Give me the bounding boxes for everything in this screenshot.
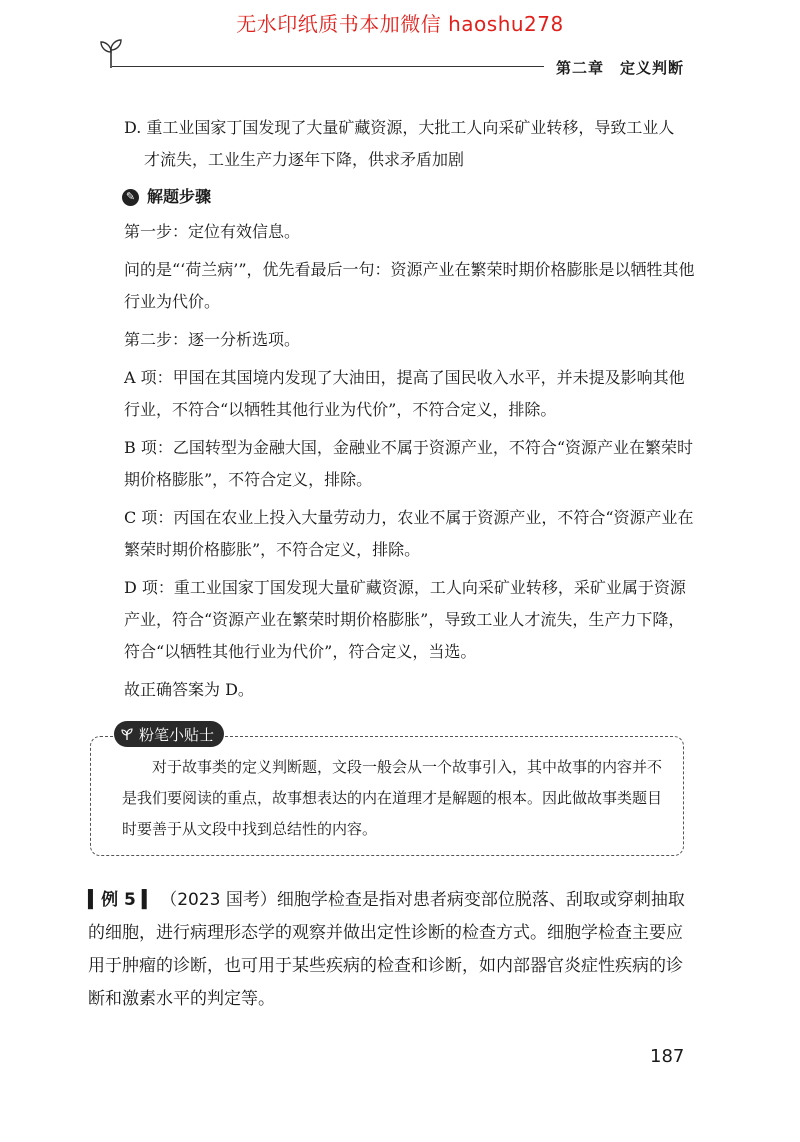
sprout-logo-icon (96, 36, 126, 70)
step-paragraph: 第二步：逐一分析选项。 (124, 330, 301, 349)
step-paragraph: D 项：重工业国家丁国发现大量矿藏资源，工人向采矿业转移，采矿业属于资源产业，符合“资源产业在繁荣时期价格膨胀”，导致工业人才流失，生产力下降，符合“以牺牲其他行业为代价”，符合定义，当选。 (124, 578, 686, 661)
step-paragraph: B 项：乙国转型为金融大国，金融业不属于资源产业，不符合“资源产业在繁荣时期价格膨胀”，不符合定义，排除。 (124, 438, 694, 489)
header-rule (112, 66, 544, 67)
tip-label (114, 721, 224, 747)
example-5 (88, 884, 698, 1016)
page-number: 187 (650, 1046, 685, 1067)
solution-steps-heading (122, 182, 698, 212)
answer-paragraph: 故正确答案为 D。 (124, 680, 254, 699)
main-content (124, 112, 698, 712)
step-paragraph: 问的是“‘荷兰病’”，优先看最后一句：资源产业在繁荣时期价格膨胀是以牺牲其他行业为代价。 (124, 260, 695, 311)
solution-steps-icon: ✎ (122, 189, 139, 206)
option-d-line2: 才流失，工业生产力逐年下降，供求矛盾加剧 (144, 150, 465, 169)
tip-text: 对于故事类的定义判断题，文段一般会从一个故事引入，其中故事的内容并不是我们要阅读的重点，故事想表达的内在道理才是解题的根本。因此做故事类题目时要善于从文段中找到总结性的内容。 (122, 758, 663, 838)
option-d-line1: D. 重工业国家丁国发现了大量矿藏资源，大批工人向采矿业转移，导致工业人 (124, 118, 675, 137)
tip-label-text: 粉笔小贴士 (139, 725, 215, 744)
step-paragraph: 第一步：定位有效信息。 (124, 222, 301, 241)
sprout-icon (120, 727, 134, 741)
step-paragraph: C 项：丙国在农业上投入大量劳动力，农业不属于资源产业，不符合“资源产业在繁荣时期价格膨胀”，不符合定义，排除。 (124, 508, 694, 559)
option-d (124, 112, 698, 176)
watermark: 无水印纸质书本加微信 haoshu278 (236, 12, 564, 36)
solution-steps-title: 解题步骤 (147, 187, 212, 206)
example-text: （2023 国考）细胞学检查是指对患者病变部位脱落、刮取或穿刺抽取的细胞，进行病理形态学的观察并做出定性诊断的检查方式。细胞学检查主要应用于肿瘤的诊断，也可用于某些疾病的检查和诊断，如内部器官炎症性疾病的诊断和激素水平的判定等。 (88, 890, 685, 1009)
chapter-title: 第二章 定义判断 (556, 59, 685, 77)
example-marker: ▍例 5 ▍ (88, 890, 155, 910)
step-paragraph: A 项：甲国在其国境内发现了大油田，提高了国民收入水平，并未提及影响其他行业，不符合“以牺牲其他行业为代价”，不符合定义，排除。 (124, 368, 685, 419)
